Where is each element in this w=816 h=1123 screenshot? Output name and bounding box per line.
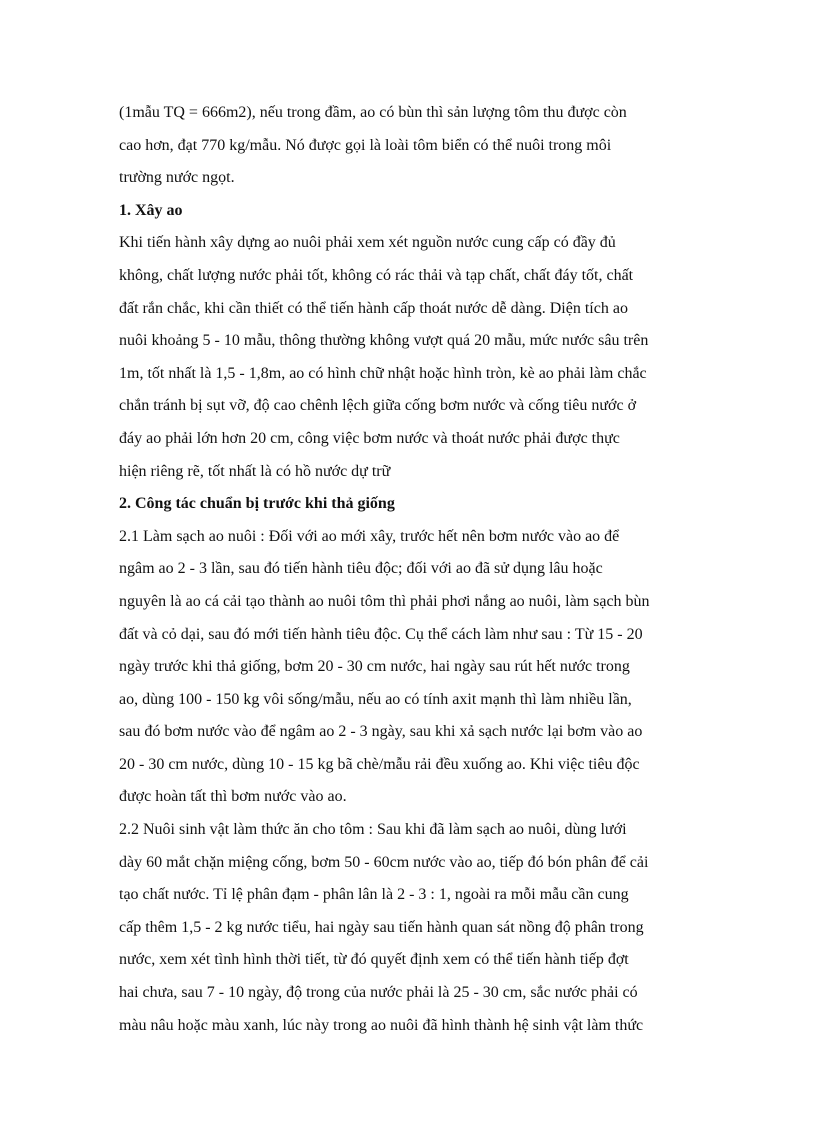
text-line: nguyên là ao cá cải tạo thành ao nuôi tôm thì phải phơi nắng ao nuôi, làm sạch bùn <box>119 592 650 610</box>
text-line: ngày trước khi thả giống, bơm 20 - 30 cm nước, hai ngày sau rút hết nước trong <box>119 658 630 676</box>
document-page <box>119 97 709 1042</box>
intro-paragraph <box>119 97 709 195</box>
text-line: đất và cỏ dại, sau đó mới tiến hành tiêu độc. Cụ thể cách làm như sau : Từ 15 - 20 <box>119 625 643 643</box>
text-line: cấp thêm 1,5 - 2 kg nước tiểu, hai ngày sau tiến hành quan sát nồng độ phân trong <box>119 918 644 936</box>
text-line: nuôi khoảng 5 - 10 mẫu, thông thường không vượt quá 20 mẫu, mức nước sâu trên <box>119 332 649 350</box>
text-line: tạo chất nước. Tỉ lệ phân đạm - phân lân là 2 - 3 : 1, ngoài ra mỗi mẫu cần cung <box>119 886 629 904</box>
text-line: đất rắn chắc, khi cần thiết có thể tiến hành cấp thoát nước dễ dàng. Diện tích ao <box>119 299 628 317</box>
text-line: màu nâu hoặc màu xanh, lúc này trong ao nuôi đã hình thành hệ sinh vật làm thức <box>119 1016 644 1034</box>
section2-paragraph-1 <box>119 521 709 814</box>
text-line: 2.2 Nuôi sinh vật làm thức ăn cho tôm : Sau khi đã làm sạch ao nuôi, dùng lưới <box>119 821 627 839</box>
section-heading-chuan-bi: 2. Công tác chuẩn bị trước khi thả giống <box>119 495 395 513</box>
text-line: nước, xem xét tình hình thời tiết, từ đó quyết định xem có thể tiến hành tiếp đợt <box>119 951 629 969</box>
text-line: Khi tiến hành xây dựng ao nuôi phải xem xét nguồn nước cung cấp có đầy đủ <box>119 234 616 252</box>
text-line: cao hơn, đạt 770 kg/mẫu. Nó được gọi là loài tôm biển có thể nuôi trong môi <box>119 136 612 154</box>
text-line: không, chất lượng nước phải tốt, không có rác thải và tạp chất, chất đáy tốt, chất <box>119 266 634 284</box>
text-line: sau đó bơm nước vào để ngâm ao 2 - 3 ngày, sau khi xả sạch nước lại bơm vào ao <box>119 723 643 741</box>
text-line: 1m, tốt nhất là 1,5 - 1,8m, ao có hình chữ nhật hoặc hình tròn, kè ao phải làm chắc <box>119 364 647 382</box>
text-line: 20 - 30 cm nước, dùng 10 - 15 kg bã chè/mẫu rải đều xuống ao. Khi việc tiêu độc <box>119 755 640 773</box>
section1-paragraph <box>119 227 709 488</box>
section-heading-xay-ao: 1. Xây ao <box>119 201 183 219</box>
text-line: 2.1 Làm sạch ao nuôi : Đối với ao mới xây, trước hết nên bơm nước vào ao để <box>119 527 620 545</box>
text-line: (1mẫu TQ = 666m2), nếu trong đầm, ao có bùn thì sản lượng tôm thu được còn <box>119 104 627 121</box>
text-line: hai chưa, sau 7 - 10 ngày, độ trong của nước phải là 25 - 30 cm, sắc nước phải có <box>119 984 638 1002</box>
text-line: đáy ao phải lớn hơn 20 cm, công việc bơm nước và thoát nước phải được thực <box>119 429 620 447</box>
text-line: ao, dùng 100 - 150 kg vôi sống/mẫu, nếu ao có tính axit mạnh thì làm nhiều lần, <box>119 690 632 708</box>
text-line: ngâm ao 2 - 3 lần, sau đó tiến hành tiêu độc; đối với ao đã sử dụng lâu hoặc <box>119 560 603 578</box>
text-line: hiện riêng rẽ, tốt nhất là có hồ nước dự trữ <box>119 462 391 480</box>
text-line: dày 60 mắt chặn miệng cống, bơm 50 - 60cm nước vào ao, tiếp đó bón phân để cải <box>119 853 649 871</box>
text-line: trường nước ngọt. <box>119 169 235 187</box>
text-line: chắn tránh bị sụt vỡ, độ cao chênh lệch giữa cống bơm nước và cống tiêu nước ở <box>119 397 637 415</box>
text-line: được hoàn tất thì bơm nước vào ao. <box>119 788 347 806</box>
section2-paragraph-2 <box>119 814 709 1042</box>
